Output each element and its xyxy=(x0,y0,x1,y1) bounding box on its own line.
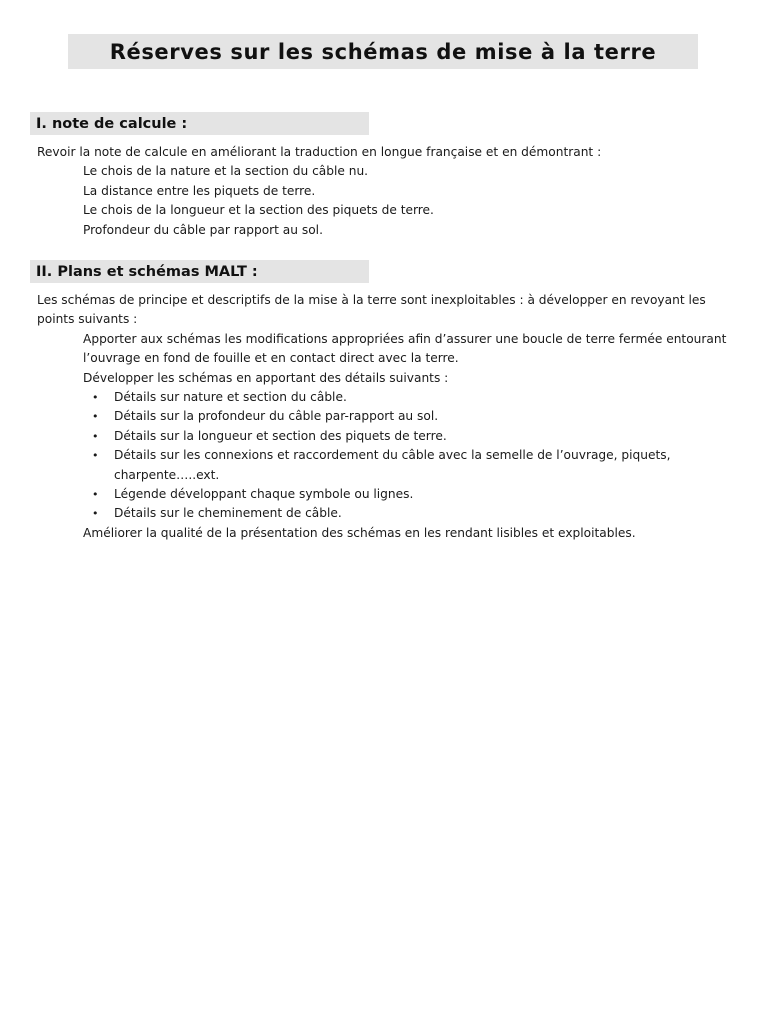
section-1-item: Profondeur du câble par rapport au sol. xyxy=(83,222,323,237)
section-1-item: Le chois de la nature et la section du câble nu. xyxy=(83,164,369,179)
bullet-item: • Détails sur la profondeur du câble par-rapport au sol. xyxy=(114,407,732,426)
document-title: Réserves sur les schémas de mise à la terre xyxy=(109,39,657,64)
section-1-header xyxy=(30,112,369,135)
section-2-point: Apporter aux schémas les modifications appropriées afin d’assurer une boucle de terre fermée entourant l’ouvrage en fond de fouille et en contact direct avec la terre. xyxy=(83,331,727,366)
section-2-heading: II. Plans et schémas MALT : xyxy=(36,263,258,280)
section-2-header xyxy=(30,260,369,283)
section-2-intro: Les schémas de principe et descriptifs de la mise à la terre sont inexploitables : à développer en revoyant les points suivants : xyxy=(37,293,706,327)
section-2-body xyxy=(37,291,732,543)
bullet-item: • Détails sur les connexions et raccordement du câble avec la semelle de l’ouvrage, piquets, charpente…..ext. xyxy=(114,446,732,485)
section-1-heading: I. note de calcule : xyxy=(36,115,188,132)
bullet-item: • Détails sur la longueur et section des piquets de terre. xyxy=(114,427,732,446)
section-1-item: La distance entre les piquets de terre. xyxy=(83,183,316,198)
bullet-item: • Légende développant chaque symbole ou lignes. xyxy=(114,485,732,504)
section-2-point: Développer les schémas en apportant des détails suivants : xyxy=(83,370,449,385)
section-2-point: Améliorer la qualité de la présentation des schémas en les rendant lisibles et exploitables. xyxy=(83,525,636,540)
bullet-item: • Détails sur nature et section du câble. xyxy=(114,388,732,407)
document-title-bar xyxy=(68,34,698,69)
section-1-body xyxy=(37,143,732,240)
details-bullet-list xyxy=(37,388,732,524)
section-1-item: Le chois de la longueur et la section des piquets de terre. xyxy=(83,203,434,218)
section-1-intro: Revoir la note de calcule en améliorant la traduction en longue française et en démontrant : xyxy=(37,145,602,159)
bullet-item: • Détails sur le cheminement de câble. xyxy=(114,504,732,523)
